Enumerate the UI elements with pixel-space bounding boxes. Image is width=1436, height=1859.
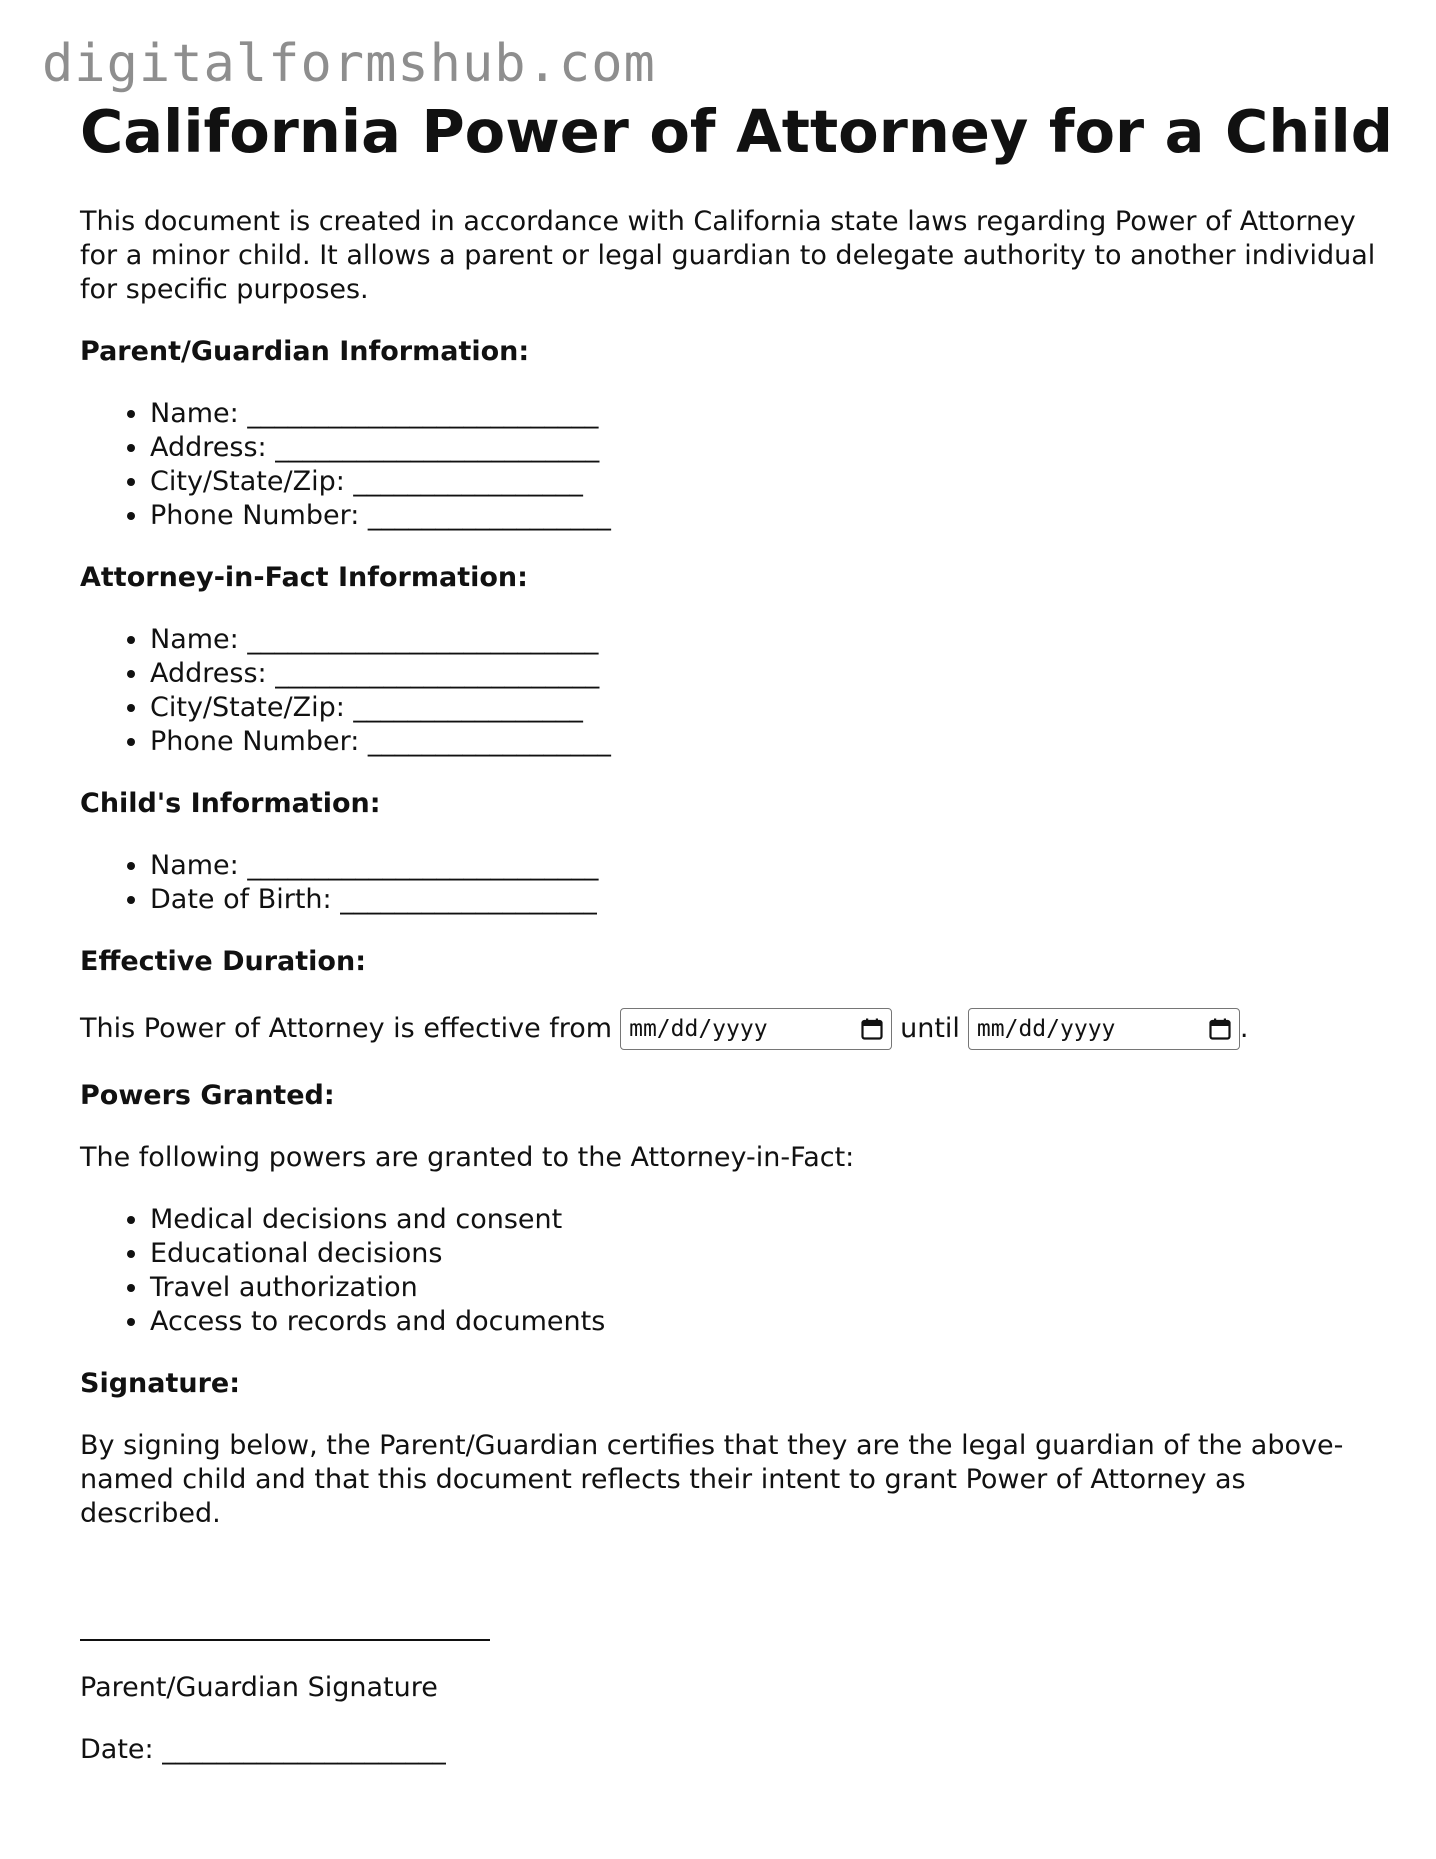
blank-line: ___________________ [340, 883, 597, 915]
field-label: City/State/Zip: [150, 691, 345, 723]
duration-heading: Effective Duration: [80, 945, 367, 977]
parent-address-field [150, 431, 1380, 465]
watermark: digitalformshub.com [42, 34, 656, 94]
blank-line: __________________________ [247, 849, 599, 881]
parent-phone-field [150, 499, 1380, 533]
power-item: • Travel authorization [150, 1271, 1380, 1305]
signature-date-field [80, 1733, 1380, 1767]
child-fields-list [80, 849, 1380, 917]
attorney-heading: Attorney-in-Fact Information: [80, 561, 528, 593]
blank-line: _________________ [353, 465, 583, 497]
power-item: • Access to records and documents [150, 1305, 1380, 1339]
from-date-placeholder: mm/dd/yyyy [629, 1015, 768, 1042]
powers-intro: The following powers are granted to the Attorney-in-Fact: [80, 1141, 855, 1173]
blank-line: _____________________ [162, 1733, 446, 1765]
document-body [80, 97, 1394, 1767]
attorney-address-field [150, 657, 1380, 691]
attorney-phone-field [150, 725, 1380, 759]
calendar-icon[interactable] [861, 1018, 883, 1040]
from-date-input[interactable] [620, 1008, 892, 1050]
blank-line: __________________ [367, 499, 611, 531]
field-label: Name: [150, 849, 239, 881]
blank-line: __________________________ [247, 397, 599, 429]
power-item: • Educational decisions [150, 1237, 1380, 1271]
field-label: Address: [150, 657, 267, 689]
blank-line: ________________________ [275, 431, 600, 463]
attorney-city-state-zip-field [150, 691, 1380, 725]
duration-sentence [80, 1007, 1380, 1051]
powers-heading: Powers Granted: [80, 1079, 335, 1111]
power-item: • Medical decisions and consent [150, 1203, 1380, 1237]
field-label: Name: [150, 397, 239, 429]
attorney-name-field [150, 623, 1380, 657]
until-date-placeholder: mm/dd/yyyy [976, 1015, 1116, 1042]
blank-line: __________________ [367, 725, 611, 757]
field-label: Name: [150, 623, 239, 655]
signature-statement: By signing below, the Parent/Guardian certifies that they are the legal guardian of the above-named child and that this document reflects their intent to grant Power of Attorney as described. [80, 1429, 1344, 1529]
signature-line [80, 1639, 490, 1641]
signature-heading: Signature: [80, 1367, 241, 1399]
parent-heading: Parent/Guardian Information: [80, 335, 530, 367]
blank-line: ________________________ [275, 657, 600, 689]
parent-name-field [150, 397, 1380, 431]
child-heading: Child's Information: [80, 787, 381, 819]
calendar-icon[interactable] [1209, 1018, 1231, 1040]
page-title: California Power of Attorney for a Child [80, 97, 1394, 166]
child-dob-field [150, 883, 1380, 917]
attorney-fields-list [80, 623, 1380, 759]
blank-line: __________________________ [247, 623, 599, 655]
until-date-input[interactable] [968, 1008, 1240, 1050]
duration-text-middle: until [900, 1012, 960, 1044]
date-label: Date: [80, 1733, 154, 1765]
signature-label: Parent/Guardian Signature [80, 1671, 438, 1703]
intro-paragraph: This document is created in accordance with California state laws regarding Power of Attorney for a minor child. It allows a parent or legal guardian to delegate authority to another individual for specific purposes. [80, 205, 1376, 305]
signature-area [80, 1639, 1380, 1641]
duration-text-before: This Power of Attorney is effective from [80, 1012, 613, 1044]
parent-city-state-zip-field [150, 465, 1380, 499]
field-label: Address: [150, 431, 267, 463]
child-name-field [150, 849, 1380, 883]
field-label: Phone Number: [150, 499, 360, 531]
parent-fields-list [80, 397, 1380, 533]
powers-list [80, 1203, 1380, 1339]
duration-text-after: . [1239, 1012, 1249, 1044]
field-label: Phone Number: [150, 725, 360, 757]
blank-line: _________________ [353, 691, 583, 723]
field-label: Date of Birth: [150, 883, 332, 915]
field-label: City/State/Zip: [150, 465, 345, 497]
